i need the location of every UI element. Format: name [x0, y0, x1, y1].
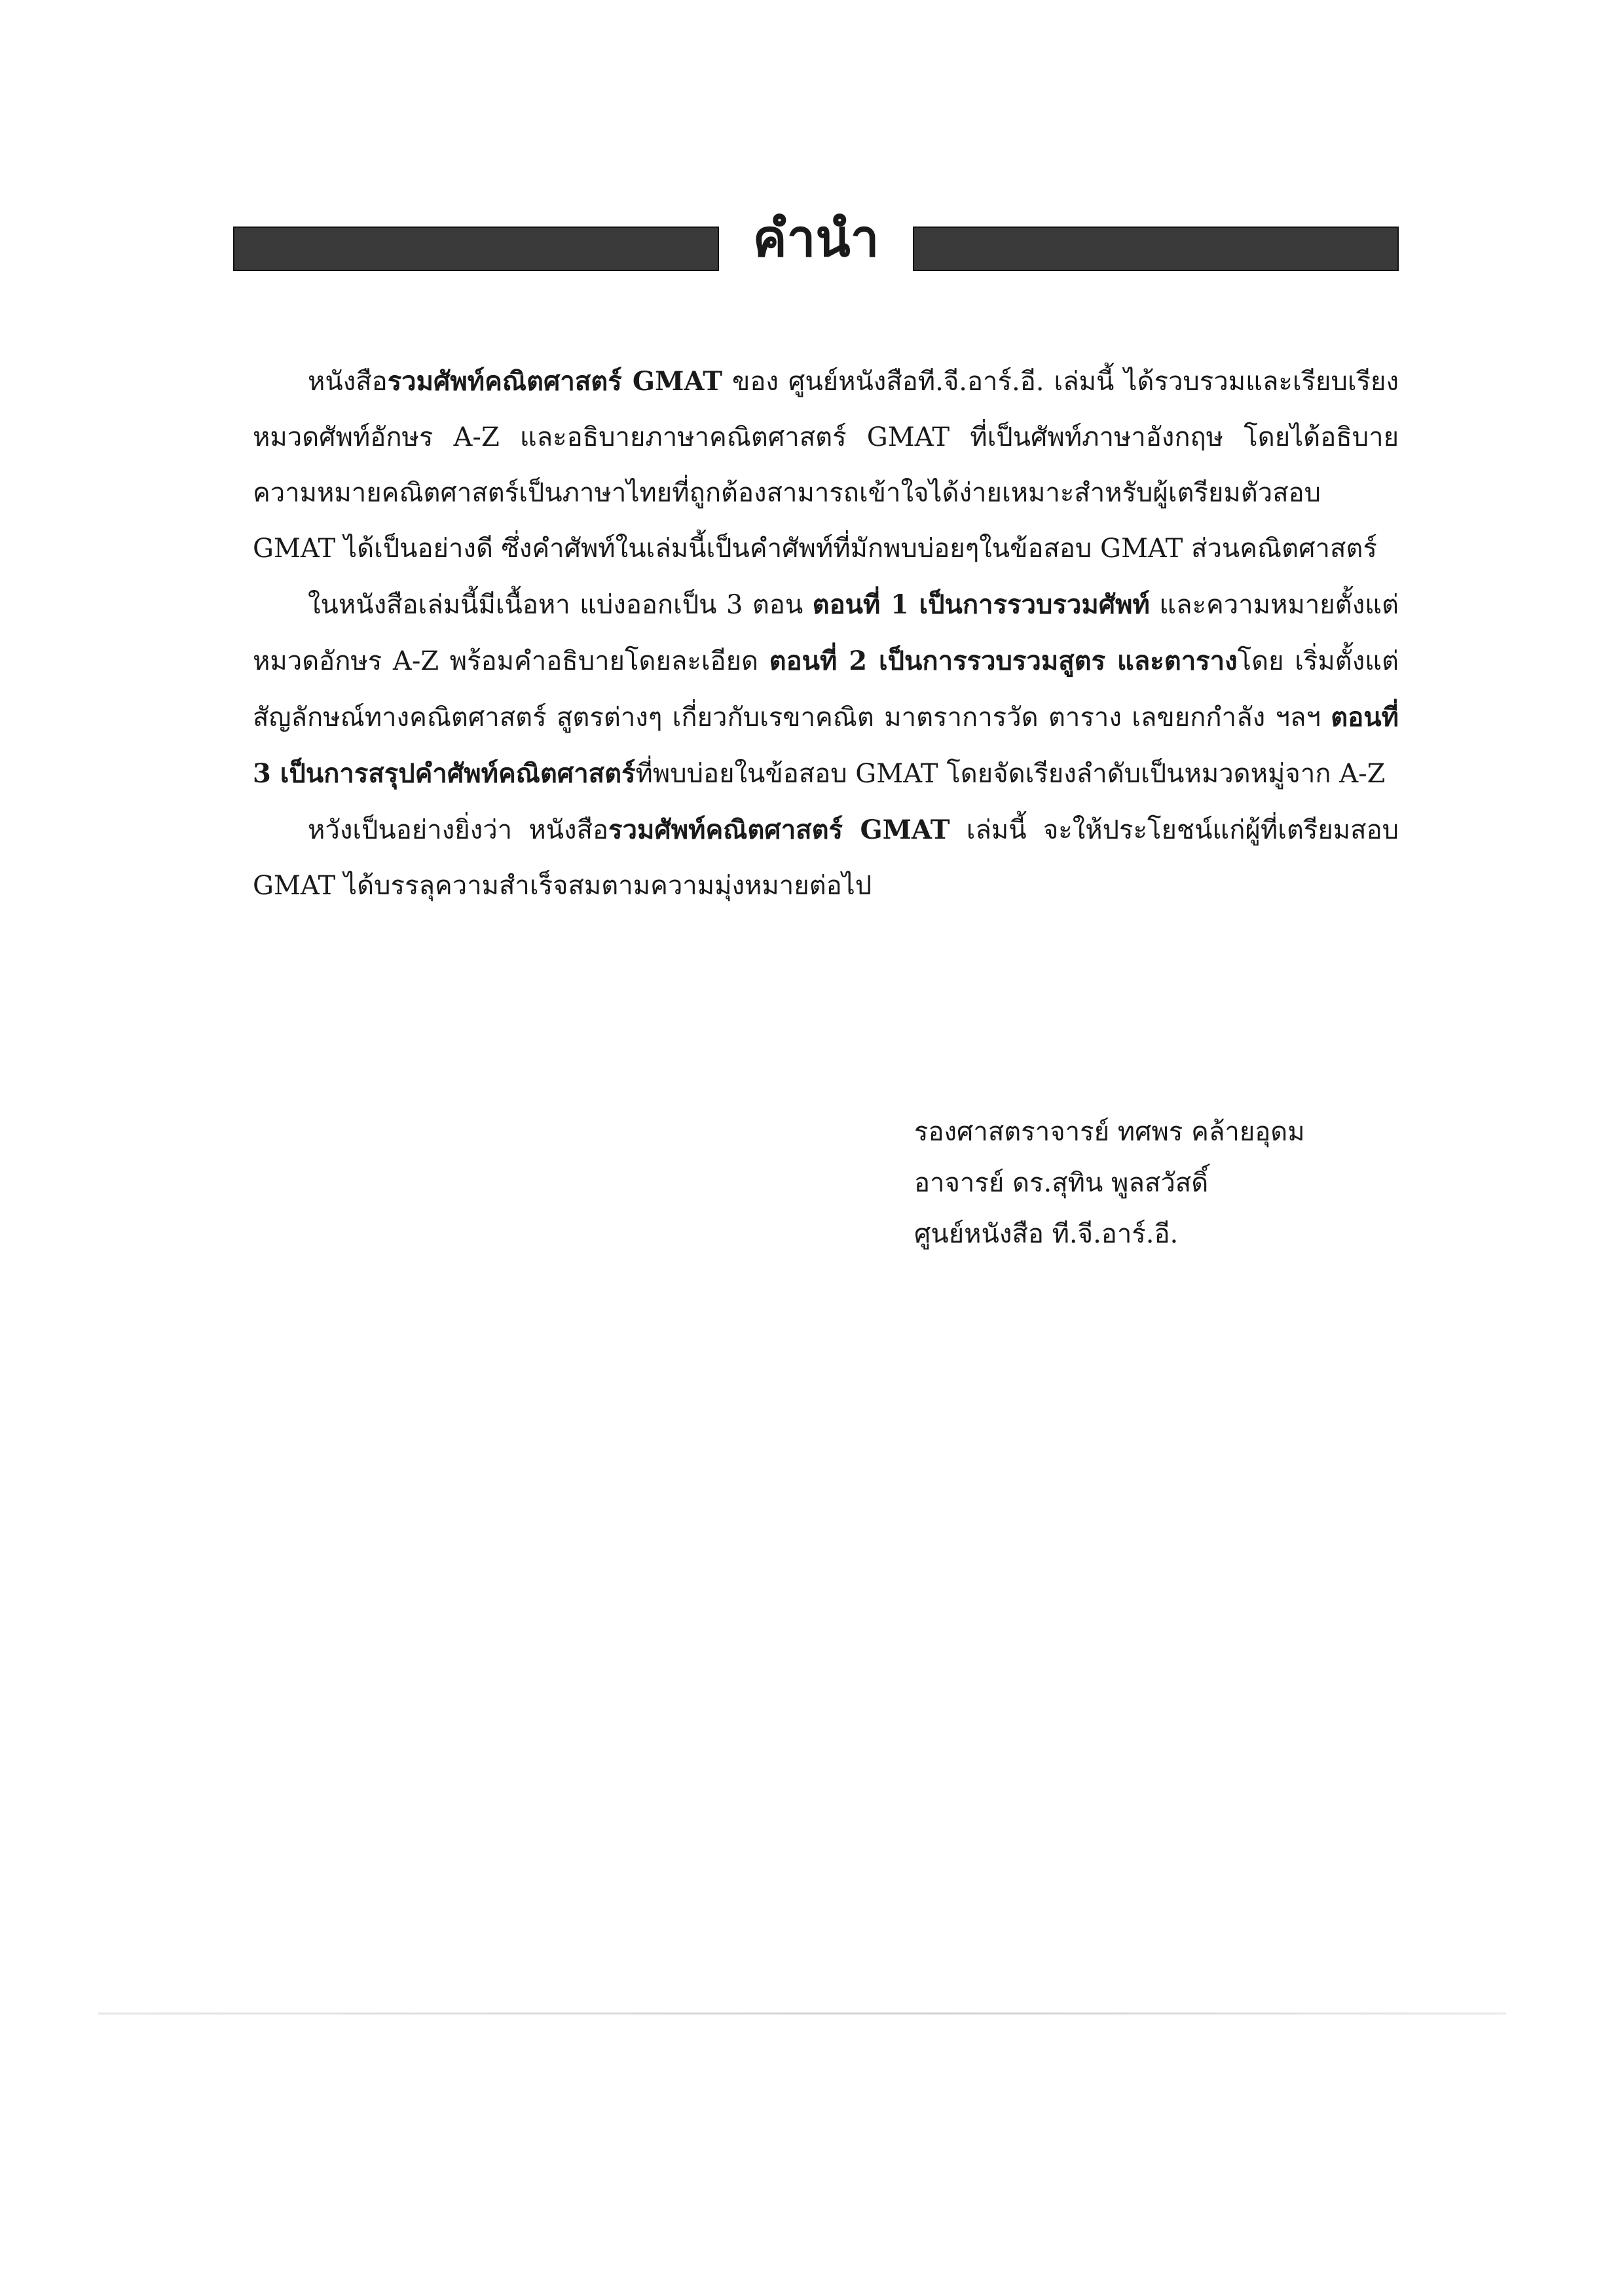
text-run: ของ ศูนย์หนังสือที.จี.อาร์.อี. เล่มนี้ ได้รวบรวมและเรียบเรียงหมวดศัพท์อักษร A-Z และอธิบายภาษาคณิตศาสตร์ GMAT ที่เป็นศัพท์ภาษาอังกฤษ โดยได้อธิบายความหมายคณิตศาสตร์เป็นภาษาไทยที่ถูกต้องสามารถเข้าใจได้ง่ายเหมาะสำหรับผู้เตรียมตัวสอบ GMAT ได้เป็นอย่างดี ซึ่งคำศัพท์ในเล่มนี้เป็นคำศัพท์ที่มักพบบ่อยๆในข้อสอบ GMAT ส่วนคณิตศาสตร์ [253, 367, 1399, 564]
text-run: หวังเป็นอย่างยิ่งว่า หนังสือ [308, 815, 609, 845]
footer-rule [98, 2013, 1506, 2014]
signature-block [914, 1106, 1305, 1260]
paragraph-3 [253, 802, 1399, 914]
text-run: เล่มนี้ จะให้ประโยชน์แก่ผู้ที่เตรียมสอบ GMAT ได้บรรลุความสำเร็จสมตามความมุ่งหมายต่อไป [253, 815, 1399, 901]
paragraph-1 [253, 354, 1399, 577]
signature-line-author-2: อาจารย์ ดร.สุทิน พูลสวัสดิ์ [914, 1168, 1209, 1198]
bold-text-run: ตอนที่ 2 เป็นการรวบรวมสูตร และตาราง [769, 646, 1238, 676]
bold-text-run: รวมศัพท์คณิตศาสตร์ GMAT [608, 814, 950, 845]
preface-body [253, 354, 1399, 914]
title-bar-left [233, 227, 719, 271]
bold-text-run: ตอนที่ 3 เป็นการสรุปคำศัพท์คณิตศาสตร์ [253, 702, 1399, 789]
text-run: และความหมายตั้งแต่หมวดอักษร A-Z พร้อมคำอธิบายโดยละเอียด [253, 590, 1399, 676]
text-run: หนังสือ [308, 367, 388, 397]
text-run: โดย เริ่มตั้งแต่สัญลักษณ์ทางคณิตศาสตร์ สูตรต่างๆ เกี่ยวกับเรขาคณิต มาตราการวัด ตาราง เลขยกกำลัง ฯลฯ [253, 646, 1399, 733]
text-run: ในหนังสือเล่มนี้มีเนื้อหา แบ่งออกเป็น 3 ตอน [308, 590, 813, 620]
signature-line-publisher: ศูนย์หนังสือ ที.จี.อาร์.อี. [914, 1219, 1179, 1249]
text-run: ที่พบบ่อยในข้อสอบ GMAT โดยจัดเรียงลำดับเป็นหมวดหมู่จาก A-Z [635, 759, 1386, 789]
title-bar-right [913, 227, 1399, 271]
paragraph-2 [253, 577, 1399, 802]
signature-line-author-1: รองศาสตราจารย์ ทศพร คล้ายอุดม [914, 1117, 1305, 1147]
bold-text-run: รวมศัพท์คณิตศาสตร์ GMAT [387, 366, 722, 397]
page-title: คำนำ [752, 209, 879, 268]
bold-text-run: ตอนที่ 1 เป็นการรวบรวมศัพท์ [812, 589, 1150, 620]
